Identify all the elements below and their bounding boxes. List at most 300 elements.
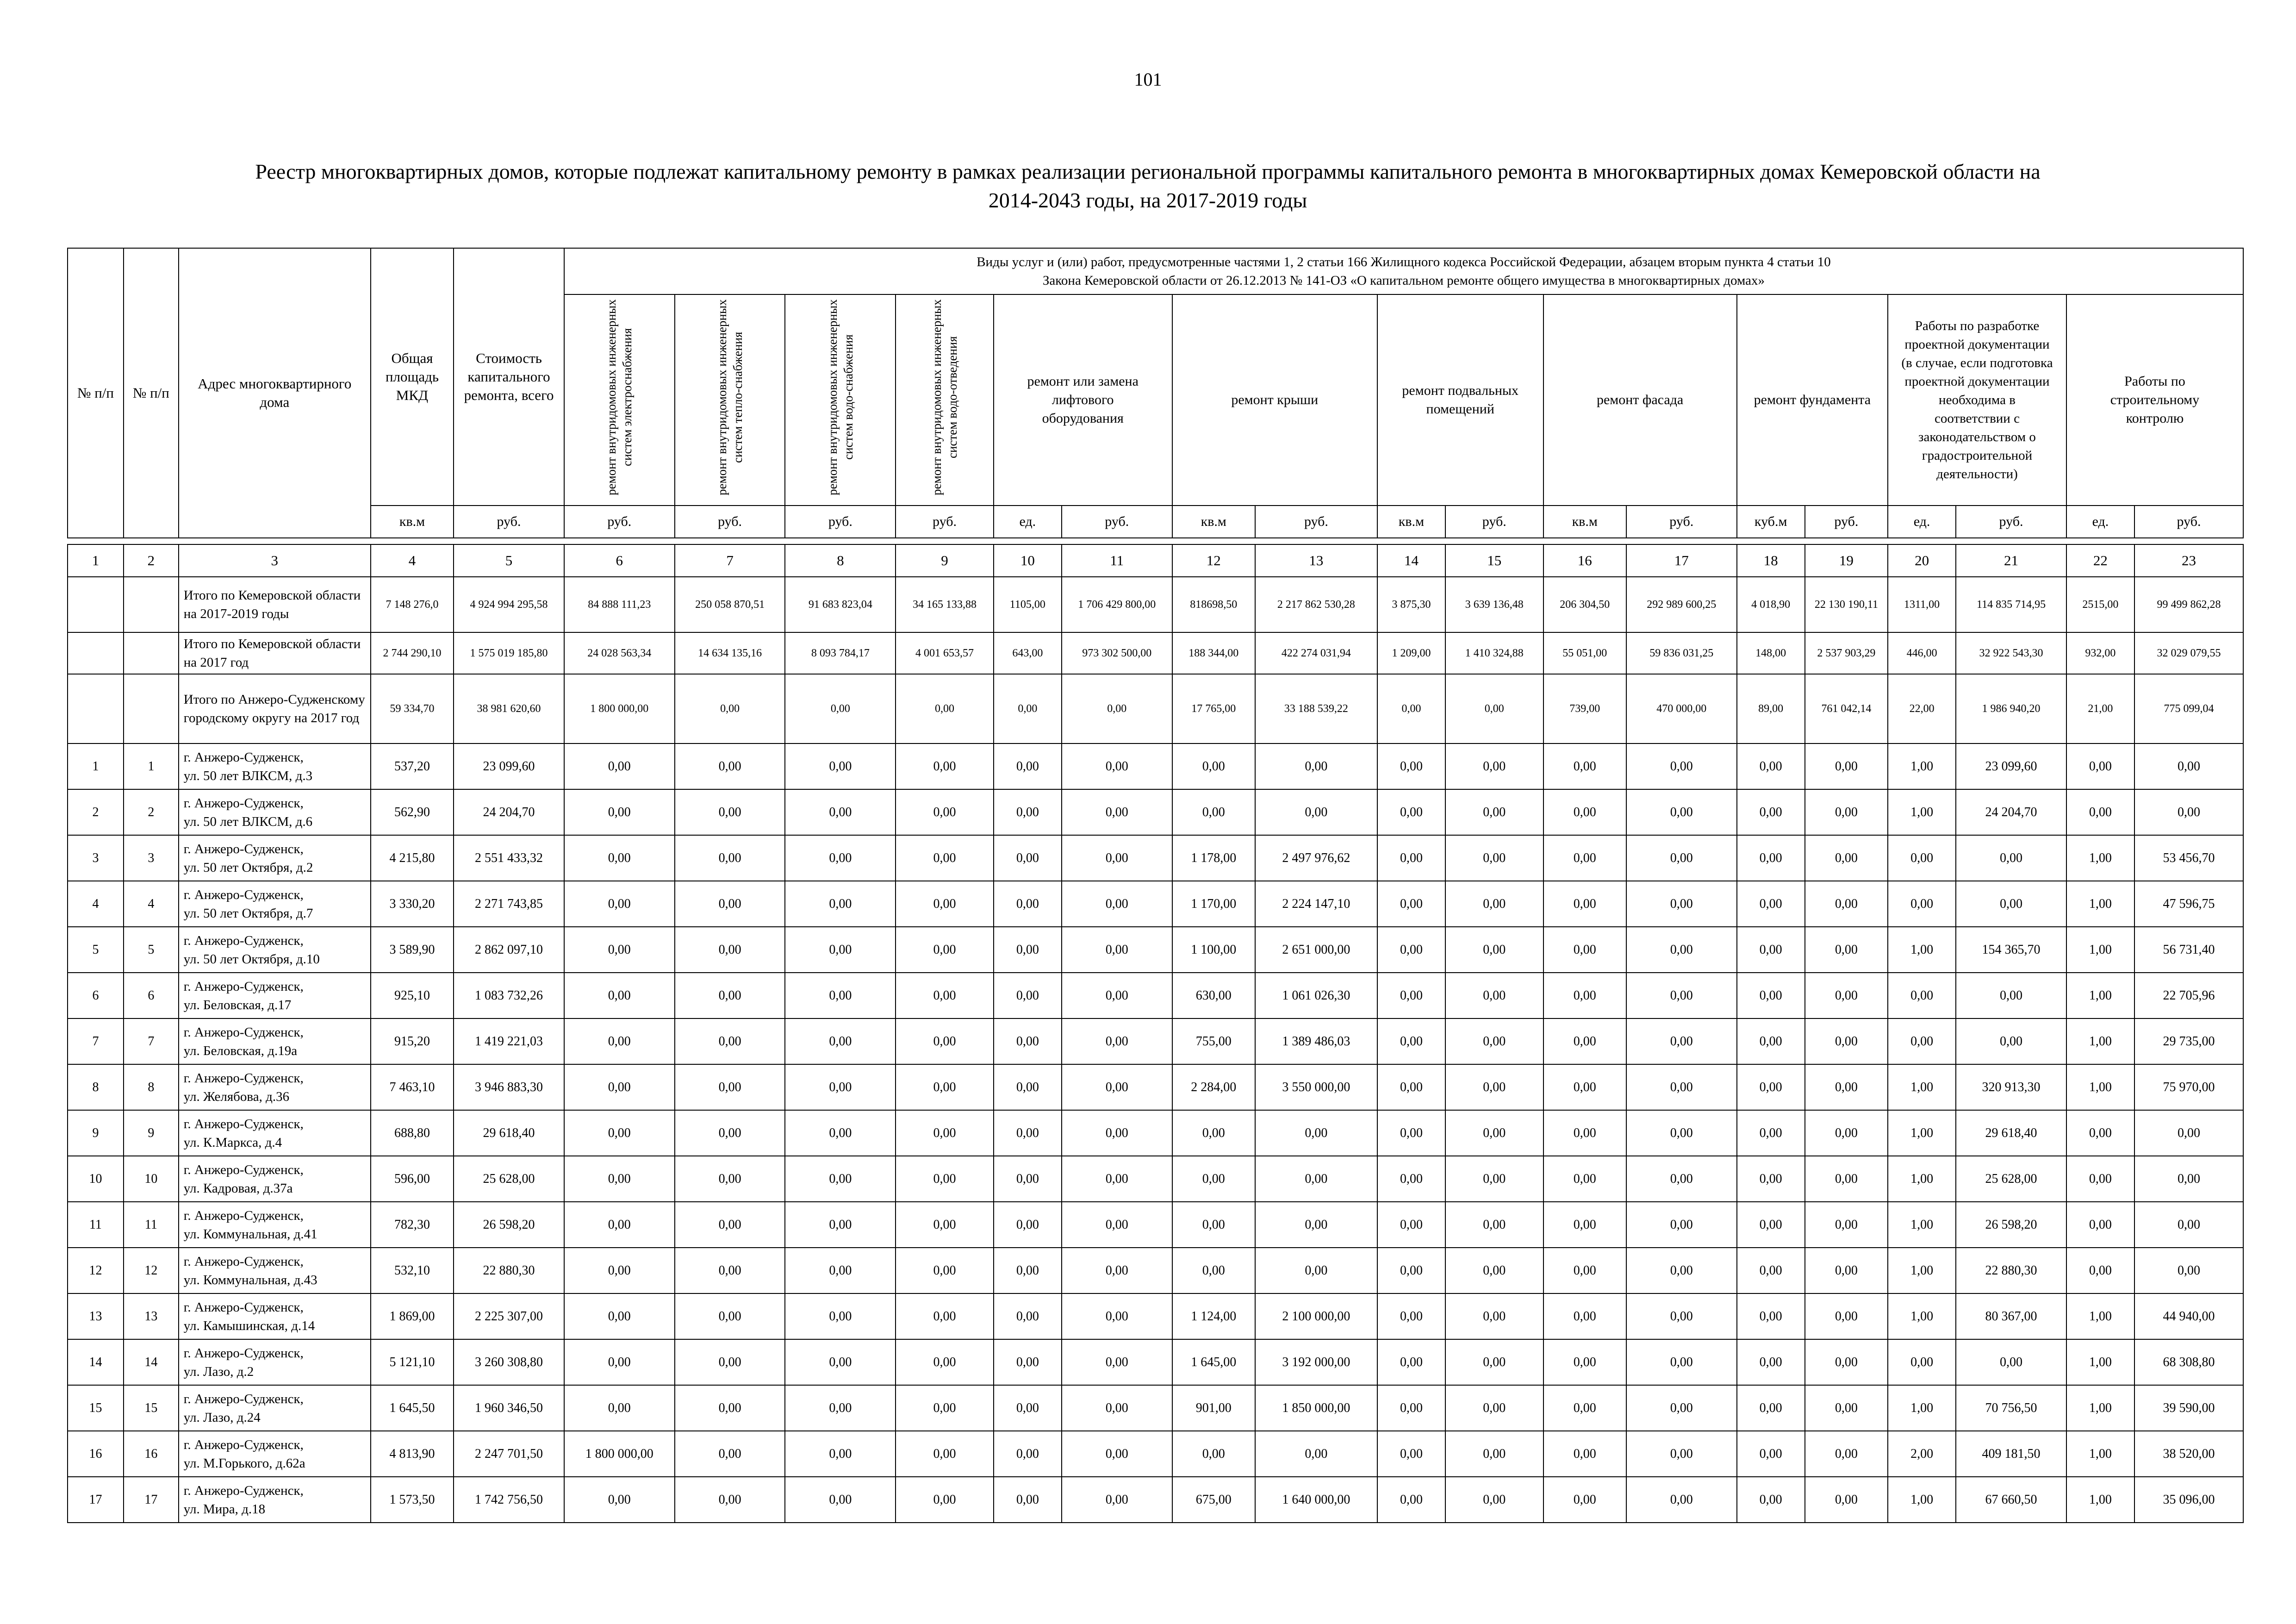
value-cell: 0,00 — [564, 1064, 675, 1110]
value-cell: 0,00 — [1805, 1248, 1888, 1293]
value-cell: 1 124,00 — [1172, 1293, 1255, 1339]
value-cell: 0,00 — [1543, 743, 1626, 789]
value-cell: 24 204,70 — [454, 789, 564, 835]
unit-cell: ед. — [2066, 506, 2134, 538]
value-cell: 0,00 — [896, 1248, 994, 1293]
value-cell: 0,00 — [1062, 1293, 1172, 1339]
row-number: 5 — [124, 927, 179, 973]
column-number: 2 — [124, 544, 179, 577]
value-cell: 4 018,90 — [1737, 577, 1805, 632]
value-cell: 688,80 — [371, 1110, 454, 1156]
totals-row — [68, 577, 2243, 632]
value-cell: 0,00 — [896, 927, 994, 973]
value-cell: 0,00 — [675, 1202, 785, 1248]
title-line-2: 2014-2043 годы, на 2017-2019 годы — [988, 188, 1307, 212]
value-cell: 0,00 — [1737, 1156, 1805, 1202]
value-cell: 25 628,00 — [454, 1156, 564, 1202]
address-cell — [179, 1202, 371, 1248]
value-cell: 0,00 — [1062, 1064, 1172, 1110]
value-cell: 0,00 — [1737, 1385, 1805, 1431]
value-cell: 0,00 — [1737, 1064, 1805, 1110]
row-number: 7 — [124, 1018, 179, 1064]
value-cell: 56 731,40 — [2134, 927, 2243, 973]
value-cell: 0,00 — [1445, 1248, 1543, 1293]
value-cell: 0,00 — [896, 674, 994, 743]
unit-cell: кв.м — [1377, 506, 1445, 538]
work-types-line-2: Закона Кемеровской области от 26.12.2013 № 141-ОЗ «О капитальном ремонте общего имущества в многоквартирных домах» — [1042, 273, 1765, 288]
address-street: ул. Желябова, д.36 — [183, 1089, 290, 1104]
value-cell: 3 589,90 — [371, 927, 454, 973]
value-cell: 2 284,00 — [1172, 1064, 1255, 1110]
row-number: 8 — [124, 1064, 179, 1110]
row-number: 3 — [68, 835, 124, 881]
value-cell: 1 645,50 — [371, 1385, 454, 1431]
value-cell: 0,00 — [1377, 1110, 1445, 1156]
value-cell: 1 178,00 — [1172, 835, 1255, 881]
address-street: ул. К.Маркса, д.4 — [183, 1135, 282, 1150]
value-cell: 2 744 290,10 — [371, 632, 454, 674]
value-cell: 0,00 — [1377, 1156, 1445, 1202]
value-cell: 0,00 — [1445, 1018, 1543, 1064]
row-number: 1 — [68, 743, 124, 789]
value-cell: 0,00 — [675, 1339, 785, 1385]
value-cell: 0,00 — [675, 1385, 785, 1431]
value-cell: 0,00 — [1805, 1018, 1888, 1064]
header-address: Адрес многоквартирного дома — [179, 248, 371, 538]
value-cell: 55 051,00 — [1543, 632, 1626, 674]
unit-cell: ед. — [1888, 506, 1956, 538]
value-cell: 0,00 — [1543, 1477, 1626, 1523]
value-cell: 0,00 — [1062, 743, 1172, 789]
value-cell: 1,00 — [2066, 973, 2134, 1018]
value-cell: 0,00 — [1626, 743, 1737, 789]
value-cell: 1,00 — [1888, 1477, 1956, 1523]
value-cell: 1,00 — [1888, 1385, 1956, 1431]
value-cell: 0,00 — [564, 927, 675, 973]
value-cell: 2 271 743,85 — [454, 881, 564, 927]
value-cell: 0,00 — [1172, 1431, 1255, 1477]
value-cell: 0,00 — [1062, 973, 1172, 1018]
value-cell: 0,00 — [1445, 1156, 1543, 1202]
value-cell: 0,00 — [1737, 1248, 1805, 1293]
row-number: 4 — [124, 881, 179, 927]
table-row — [68, 973, 2243, 1018]
value-cell: 0,00 — [1888, 881, 1956, 927]
value-cell: 0,00 — [1737, 1202, 1805, 1248]
value-cell: 1 410 324,88 — [1445, 632, 1543, 674]
value-cell: 973 302 500,00 — [1062, 632, 1172, 674]
value-cell: 0,00 — [675, 1431, 785, 1477]
address-cell — [179, 1293, 371, 1339]
value-cell: 0,00 — [785, 835, 896, 881]
header-electric: ремонт внутридомовых инженерных систем электроснабжения — [564, 294, 675, 506]
column-number: 13 — [1255, 544, 1377, 577]
address-city: г. Анжеро-Судженск, — [183, 1070, 304, 1086]
value-cell: 0,00 — [1805, 927, 1888, 973]
value-cell: 0,00 — [1805, 881, 1888, 927]
address-street: ул. Кадровая, д.37а — [183, 1181, 293, 1196]
value-cell: 0,00 — [1377, 1293, 1445, 1339]
address-cell — [179, 1385, 371, 1431]
value-cell: 1,00 — [2066, 835, 2134, 881]
value-cell: 0,00 — [1626, 1385, 1737, 1431]
value-cell: 0,00 — [994, 1018, 1062, 1064]
column-number: 18 — [1737, 544, 1805, 577]
value-cell: 2515,00 — [2066, 577, 2134, 632]
value-cell: 0,00 — [1445, 835, 1543, 881]
header-heating: ремонт внутридомовых инженерных систем тепло-снабжения — [675, 294, 785, 506]
value-cell: 24 204,70 — [1956, 789, 2066, 835]
value-cell: 0,00 — [1543, 927, 1626, 973]
header-basement: ремонт подвальных помещений — [1377, 294, 1543, 506]
value-cell: 91 683 823,04 — [785, 577, 896, 632]
column-number: 20 — [1888, 544, 1956, 577]
value-cell: 0,00 — [1543, 1110, 1626, 1156]
column-number: 6 — [564, 544, 675, 577]
row-number — [68, 577, 124, 632]
value-cell: 0,00 — [1445, 1110, 1543, 1156]
value-cell: 1,00 — [2066, 1064, 2134, 1110]
value-cell: 0,00 — [1805, 1477, 1888, 1523]
value-cell: 0,00 — [1956, 881, 2066, 927]
value-cell: 0,00 — [1805, 1385, 1888, 1431]
value-cell: 0,00 — [2066, 789, 2134, 835]
unit-cell: руб. — [454, 506, 564, 538]
value-cell: 1 389 486,03 — [1255, 1018, 1377, 1064]
value-cell: 0,00 — [1737, 1431, 1805, 1477]
value-cell: 59 836 031,25 — [1626, 632, 1737, 674]
address-street: ул. Коммунальная, д.41 — [183, 1226, 317, 1242]
value-cell: 0,00 — [1062, 1477, 1172, 1523]
value-cell: 0,00 — [675, 881, 785, 927]
address-city: г. Анжеро-Судженск, — [183, 933, 304, 948]
value-cell: 8 093 784,17 — [785, 632, 896, 674]
header-sewage: ремонт внутридомовых инженерных систем водо-отведения — [896, 294, 994, 506]
address-cell — [179, 1156, 371, 1202]
value-cell: 0,00 — [564, 1293, 675, 1339]
header-control: Работы по строительному контролю — [2066, 294, 2243, 506]
value-cell: 0,00 — [896, 1339, 994, 1385]
totals-label: Итого по Кемеровской области на 2017-2019 годы — [179, 577, 371, 632]
value-cell: 84 888 111,23 — [564, 577, 675, 632]
header-num-1: № п/п — [68, 248, 124, 538]
value-cell: 0,00 — [1062, 1202, 1172, 1248]
value-cell: 1 960 346,50 — [454, 1385, 564, 1431]
value-cell: 1 800 000,00 — [564, 1431, 675, 1477]
page-number: 101 — [1134, 69, 1162, 90]
value-cell: 630,00 — [1172, 973, 1255, 1018]
value-cell: 0,00 — [1062, 927, 1172, 973]
unit-cell: руб. — [785, 506, 896, 538]
address-street: ул. Беловская, д.19а — [183, 1043, 298, 1058]
value-cell: 0,00 — [1445, 973, 1543, 1018]
value-cell: 0,00 — [1377, 973, 1445, 1018]
value-cell: 0,00 — [1956, 1339, 2066, 1385]
address-cell — [179, 927, 371, 973]
value-cell: 0,00 — [1888, 1339, 1956, 1385]
row-number: 5 — [68, 927, 124, 973]
value-cell: 0,00 — [1543, 1339, 1626, 1385]
address-city: г. Анжеро-Судженск, — [183, 1254, 304, 1269]
value-cell: 0,00 — [675, 1110, 785, 1156]
row-number: 10 — [68, 1156, 124, 1202]
table-row — [68, 1248, 2243, 1293]
address-cell — [179, 1248, 371, 1293]
value-cell: 1 209,00 — [1377, 632, 1445, 674]
value-cell: 44 940,00 — [2134, 1293, 2243, 1339]
unit-cell: руб. — [1626, 506, 1737, 538]
value-cell: 0,00 — [564, 743, 675, 789]
value-cell: 0,00 — [1626, 835, 1737, 881]
value-cell: 39 590,00 — [2134, 1385, 2243, 1431]
value-cell: 0,00 — [1172, 789, 1255, 835]
value-cell: 0,00 — [1805, 1202, 1888, 1248]
header-cost: Стоимость капитального ремонта, всего — [454, 248, 564, 506]
value-cell: 1 742 756,50 — [454, 1477, 564, 1523]
value-cell: 148,00 — [1737, 632, 1805, 674]
value-cell: 1,00 — [1888, 743, 1956, 789]
value-cell: 4 924 994 295,58 — [454, 577, 564, 632]
value-cell: 0,00 — [1626, 1110, 1737, 1156]
value-cell: 32 922 543,30 — [1956, 632, 2066, 674]
unit-cell: кв.м — [1543, 506, 1626, 538]
value-cell: 0,00 — [675, 1248, 785, 1293]
value-cell: 22 705,96 — [2134, 973, 2243, 1018]
value-cell: 0,00 — [1062, 1156, 1172, 1202]
column-number: 5 — [454, 544, 564, 577]
value-cell: 0,00 — [1255, 789, 1377, 835]
row-number: 15 — [68, 1385, 124, 1431]
value-cell: 32 029 079,55 — [2134, 632, 2243, 674]
value-cell: 0,00 — [785, 927, 896, 973]
value-cell: 1 061 026,30 — [1255, 973, 1377, 1018]
address-street: ул. Лазо, д.2 — [183, 1364, 254, 1379]
value-cell: 0,00 — [994, 1248, 1062, 1293]
value-cell: 3 946 883,30 — [454, 1064, 564, 1110]
value-cell: 0,00 — [896, 743, 994, 789]
value-cell: 0,00 — [785, 1248, 896, 1293]
header-facade: ремонт фасада — [1543, 294, 1737, 506]
value-cell: 2 224 147,10 — [1255, 881, 1377, 927]
value-cell: 0,00 — [1062, 789, 1172, 835]
unit-cell: руб. — [1805, 506, 1888, 538]
value-cell: 0,00 — [564, 1110, 675, 1156]
value-cell: 0,00 — [564, 1339, 675, 1385]
value-cell: 0,00 — [1626, 1293, 1737, 1339]
value-cell: 0,00 — [1255, 1248, 1377, 1293]
table-row — [68, 835, 2243, 881]
address-cell — [179, 1110, 371, 1156]
value-cell: 0,00 — [1626, 1156, 1737, 1202]
value-cell: 4 215,80 — [371, 835, 454, 881]
header-separator — [68, 538, 2243, 544]
value-cell: 915,20 — [371, 1018, 454, 1064]
value-cell: 0,00 — [994, 743, 1062, 789]
value-cell: 2 100 000,00 — [1255, 1293, 1377, 1339]
value-cell: 0,00 — [1737, 1477, 1805, 1523]
row-number: 14 — [124, 1339, 179, 1385]
value-cell: 0,00 — [785, 1477, 896, 1523]
value-cell: 70 756,50 — [1956, 1385, 2066, 1431]
value-cell: 0,00 — [896, 835, 994, 881]
totals-label: Итого по Кемеровской области на 2017 год — [179, 632, 371, 674]
value-cell: 932,00 — [2066, 632, 2134, 674]
value-cell: 0,00 — [1377, 1248, 1445, 1293]
header-area: Общая площадь МКД — [371, 248, 454, 506]
row-number: 2 — [124, 789, 179, 835]
value-cell: 0,00 — [994, 1431, 1062, 1477]
value-cell: 1,00 — [2066, 1293, 2134, 1339]
registry-table — [67, 248, 2244, 1523]
value-cell: 3 330,20 — [371, 881, 454, 927]
value-cell: 0,00 — [675, 1018, 785, 1064]
value-cell: 0,00 — [1377, 1202, 1445, 1248]
table-row — [68, 1339, 2243, 1385]
value-cell: 0,00 — [896, 1202, 994, 1248]
value-cell: 0,00 — [896, 1293, 994, 1339]
value-cell: 0,00 — [1805, 1339, 1888, 1385]
value-cell: 532,10 — [371, 1248, 454, 1293]
value-cell: 1,00 — [2066, 1385, 2134, 1431]
value-cell: 0,00 — [1377, 1385, 1445, 1431]
value-cell: 21,00 — [2066, 674, 2134, 743]
address-street: ул. Беловская, д.17 — [183, 997, 292, 1012]
header-num-2: № п/п — [124, 248, 179, 538]
value-cell: 0,00 — [1888, 973, 1956, 1018]
row-number: 8 — [68, 1064, 124, 1110]
value-cell: 0,00 — [564, 1156, 675, 1202]
row-number: 7 — [68, 1018, 124, 1064]
value-cell: 0,00 — [1377, 927, 1445, 973]
value-cell: 0,00 — [1626, 927, 1737, 973]
value-cell: 0,00 — [994, 1202, 1062, 1248]
value-cell: 0,00 — [994, 674, 1062, 743]
value-cell: 643,00 — [994, 632, 1062, 674]
address-cell — [179, 743, 371, 789]
value-cell: 596,00 — [371, 1156, 454, 1202]
value-cell: 0,00 — [1543, 1431, 1626, 1477]
value-cell: 22 880,30 — [1956, 1248, 2066, 1293]
value-cell: 0,00 — [785, 743, 896, 789]
value-cell: 75 970,00 — [2134, 1064, 2243, 1110]
address-city: г. Анжеро-Судженск, — [183, 887, 304, 902]
address-street: ул. 50 лет Октября, д.2 — [183, 860, 313, 875]
column-number: 4 — [371, 544, 454, 577]
value-cell: 0,00 — [1805, 1431, 1888, 1477]
value-cell: 0,00 — [1737, 1110, 1805, 1156]
value-cell: 0,00 — [1377, 743, 1445, 789]
value-cell: 0,00 — [1543, 1018, 1626, 1064]
row-number: 9 — [68, 1110, 124, 1156]
value-cell: 26 598,20 — [1956, 1202, 2066, 1248]
value-cell: 67 660,50 — [1956, 1477, 2066, 1523]
value-cell: 0,00 — [1956, 835, 2066, 881]
table-row — [68, 1018, 2243, 1064]
value-cell: 250 058 870,51 — [675, 577, 785, 632]
value-cell: 25 628,00 — [1956, 1156, 2066, 1202]
value-cell: 0,00 — [1543, 881, 1626, 927]
row-number: 2 — [68, 789, 124, 835]
value-cell: 0,00 — [1255, 1431, 1377, 1477]
value-cell: 0,00 — [1626, 881, 1737, 927]
value-cell: 0,00 — [675, 973, 785, 1018]
value-cell: 0,00 — [1172, 743, 1255, 789]
address-city: г. Анжеро-Судженск, — [183, 1024, 304, 1040]
value-cell: 2 651 000,00 — [1255, 927, 1377, 973]
value-cell: 1,00 — [1888, 1064, 1956, 1110]
value-cell: 0,00 — [675, 927, 785, 973]
separator-cell — [68, 538, 2243, 544]
address-street: ул. Мира, д.18 — [183, 1501, 266, 1517]
value-cell: 0,00 — [896, 1110, 994, 1156]
value-cell: 0,00 — [1377, 1431, 1445, 1477]
address-cell — [179, 1431, 371, 1477]
value-cell: 0,00 — [1737, 927, 1805, 973]
value-cell: 26 598,20 — [454, 1202, 564, 1248]
table-row — [68, 1064, 2243, 1110]
value-cell: 0,00 — [1956, 973, 2066, 1018]
value-cell: 3 875,30 — [1377, 577, 1445, 632]
value-cell: 0,00 — [1737, 881, 1805, 927]
value-cell: 0,00 — [1626, 789, 1737, 835]
value-cell: 0,00 — [785, 881, 896, 927]
value-cell: 1,00 — [2066, 1477, 2134, 1523]
value-cell: 14 634 135,16 — [675, 632, 785, 674]
table-row — [68, 1431, 2243, 1477]
value-cell: 675,00 — [1172, 1477, 1255, 1523]
value-cell: 1 800 000,00 — [564, 674, 675, 743]
address-street: ул. 50 лет ВЛКСМ, д.3 — [183, 768, 313, 783]
value-cell: 89,00 — [1737, 674, 1805, 743]
column-number: 23 — [2134, 544, 2243, 577]
value-cell: 0,00 — [1445, 1477, 1543, 1523]
value-cell: 0,00 — [994, 1156, 1062, 1202]
value-cell: 7 463,10 — [371, 1064, 454, 1110]
value-cell: 0,00 — [675, 1156, 785, 1202]
value-cell: 0,00 — [564, 881, 675, 927]
value-cell: 34 165 133,88 — [896, 577, 994, 632]
row-number: 13 — [124, 1293, 179, 1339]
address-city: г. Анжеро-Судженск, — [183, 1483, 304, 1498]
value-cell: 422 274 031,94 — [1255, 632, 1377, 674]
value-cell: 0,00 — [1062, 1110, 1172, 1156]
value-cell: 0,00 — [1956, 1018, 2066, 1064]
value-cell: 0,00 — [785, 1110, 896, 1156]
value-cell: 0,00 — [785, 973, 896, 1018]
value-cell: 0,00 — [1062, 1385, 1172, 1431]
value-cell: 0,00 — [994, 927, 1062, 973]
unit-cell: руб. — [1062, 506, 1172, 538]
row-number: 17 — [68, 1477, 124, 1523]
value-cell: 53 456,70 — [2134, 835, 2243, 881]
value-cell: 33 188 539,22 — [1255, 674, 1377, 743]
value-cell: 1 573,50 — [371, 1477, 454, 1523]
value-cell: 2 217 862 530,28 — [1255, 577, 1377, 632]
totals-label: Итого по Анжеро-Судженскому городскому округу на 2017 год — [179, 674, 371, 743]
value-cell: 0,00 — [1445, 1385, 1543, 1431]
value-cell: 0,00 — [896, 789, 994, 835]
value-cell: 0,00 — [1805, 1293, 1888, 1339]
address-city: г. Анжеро-Судженск, — [183, 1299, 304, 1315]
value-cell: 0,00 — [994, 973, 1062, 1018]
address-cell — [179, 1477, 371, 1523]
value-cell: 23 099,60 — [454, 743, 564, 789]
value-cell: 35 096,00 — [2134, 1477, 2243, 1523]
table-row — [68, 1110, 2243, 1156]
value-cell: 0,00 — [1377, 789, 1445, 835]
column-number: 11 — [1062, 544, 1172, 577]
value-cell: 0,00 — [675, 789, 785, 835]
